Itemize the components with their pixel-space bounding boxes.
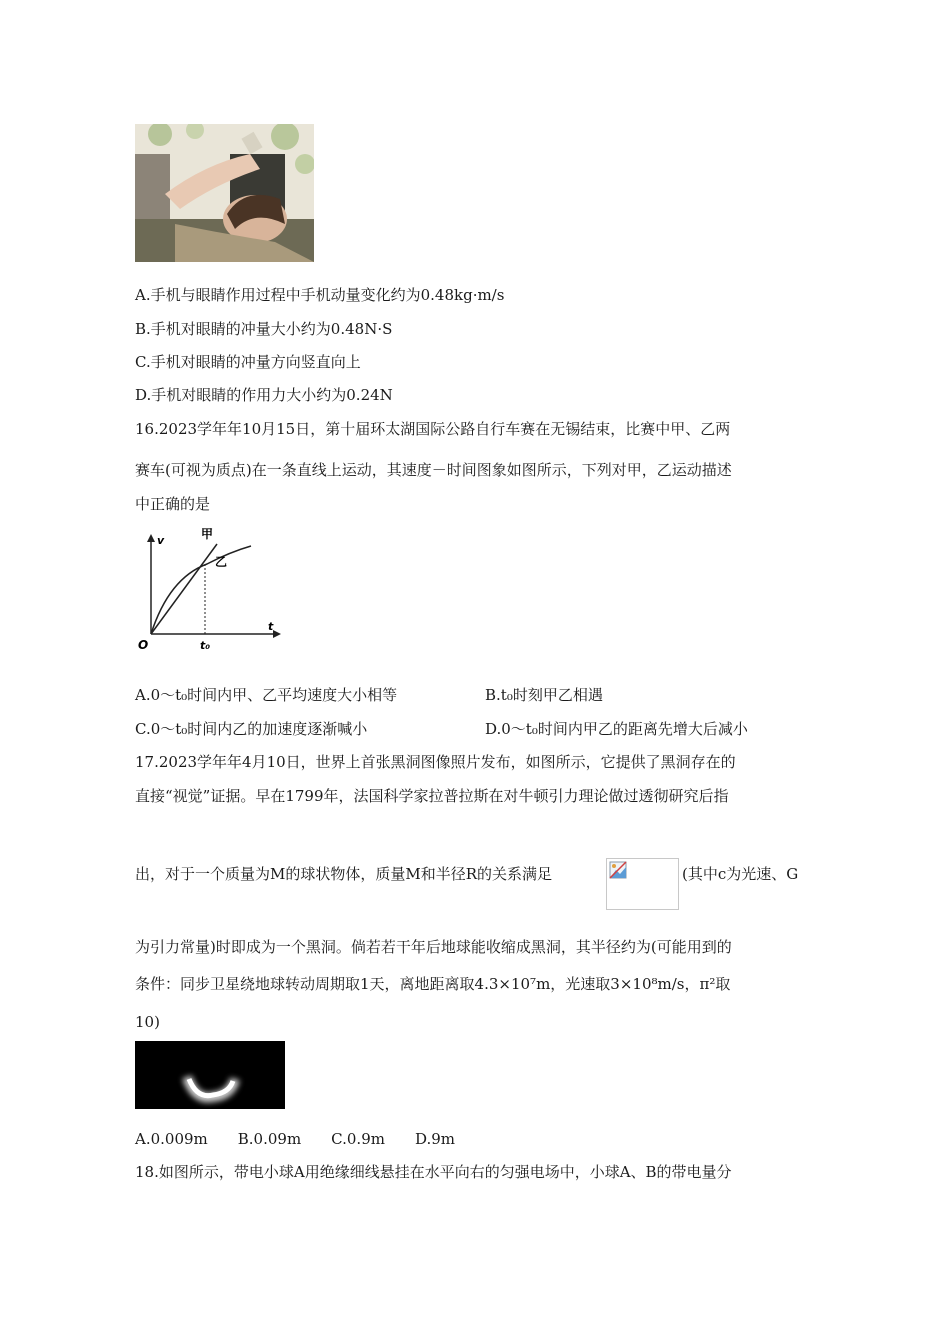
graph-y-arrow [147, 534, 155, 542]
formula-image-placeholder [606, 858, 679, 910]
q17-stem-line-5: 条件：同步卫星绕地球转动周期取1天，离地距离取4.3×10⁷m，光速取3×10⁸m/s，π²取 [135, 975, 731, 993]
curve-yi-label: 乙 [215, 555, 228, 569]
black-hole-image [135, 1041, 285, 1109]
q17-stem-line-1: 17.2023学年年4月10日，世界上首张黑洞图像照片发布，如图所示，它提供了黑洞存在的 [135, 753, 736, 771]
velocity-time-graph [135, 528, 285, 656]
q17-options: A.0.009m B.0.09m C.0.9m D.9m [135, 1130, 455, 1148]
q16-stem-line-3: 中正确的是 [135, 495, 211, 513]
q17-stem-line-6: 10) [135, 1013, 160, 1031]
graph-y-label: v [157, 534, 165, 547]
curve-jia [151, 544, 217, 634]
q16-option-b: B.t₀时刻甲乙相遇 [485, 686, 603, 704]
q17-stem-line-4: 为引力常量)时即成为一个黑洞。倘若若干年后地球能收缩成黑洞，其半径约为(可能用到的 [135, 938, 732, 956]
q16-option-c: C.0～t₀时间内乙的加速度逐渐喊小 [135, 720, 368, 738]
graph-x-arrow [273, 630, 281, 638]
q17-stem-line-3-left: 出，对于一个质量为M的球状物体，质量M和半径R的关系满足 [135, 865, 553, 883]
q16-stem-line-1: 16.2023学年年10月15日，第十届环太湖国际公路自行车赛在无锡结束，比赛中甲、乙两 [135, 420, 731, 438]
q15-option-b: B.手机对眼睛的冲量大小约为0.48N·S [135, 320, 393, 338]
q15-option-c: C.手机对眼睛的冲量方向竖直向上 [135, 353, 361, 371]
q18-stem-line-1: 18.如图所示，带电小球A用绝缘细线悬挂在水平向右的匀强电场中，小球A、B的带电量分 [135, 1163, 732, 1181]
q17-stem-line-3-right: (其中c为光速、G [682, 865, 799, 883]
q15-option-d: D.手机对眼睛的作用力大小约为0.24N [135, 386, 393, 404]
q16-stem-line-2: 赛车(可视为质点)在一条直线上运动，其速度－时间图象如图所示，下列对甲，乙运动描述 [135, 461, 732, 479]
curve-jia-label: 甲 [201, 528, 214, 541]
broken-image-icon [609, 861, 627, 879]
graph-t0-label: t₀ [200, 639, 211, 652]
q16-option-a: A.0～t₀时间内甲、乙平均速度大小相等 [135, 686, 398, 704]
graph-origin-label: O [138, 638, 149, 652]
graph-x-label: t [268, 620, 274, 633]
curve-yi [151, 546, 251, 634]
phone-reading-photo [135, 124, 314, 262]
q16-option-d: D.0～t₀时间内甲乙的距离先增大后减小 [485, 720, 748, 738]
q15-option-a: A.手机与眼睛作用过程中手机动量变化约为0.48kg·m/s [135, 286, 505, 304]
q17-stem-line-2: 直接“视觉”证据。早在1799年，法国科学家拉普拉斯在对牛顿引力理论做过透彻研究后指 [135, 787, 729, 805]
